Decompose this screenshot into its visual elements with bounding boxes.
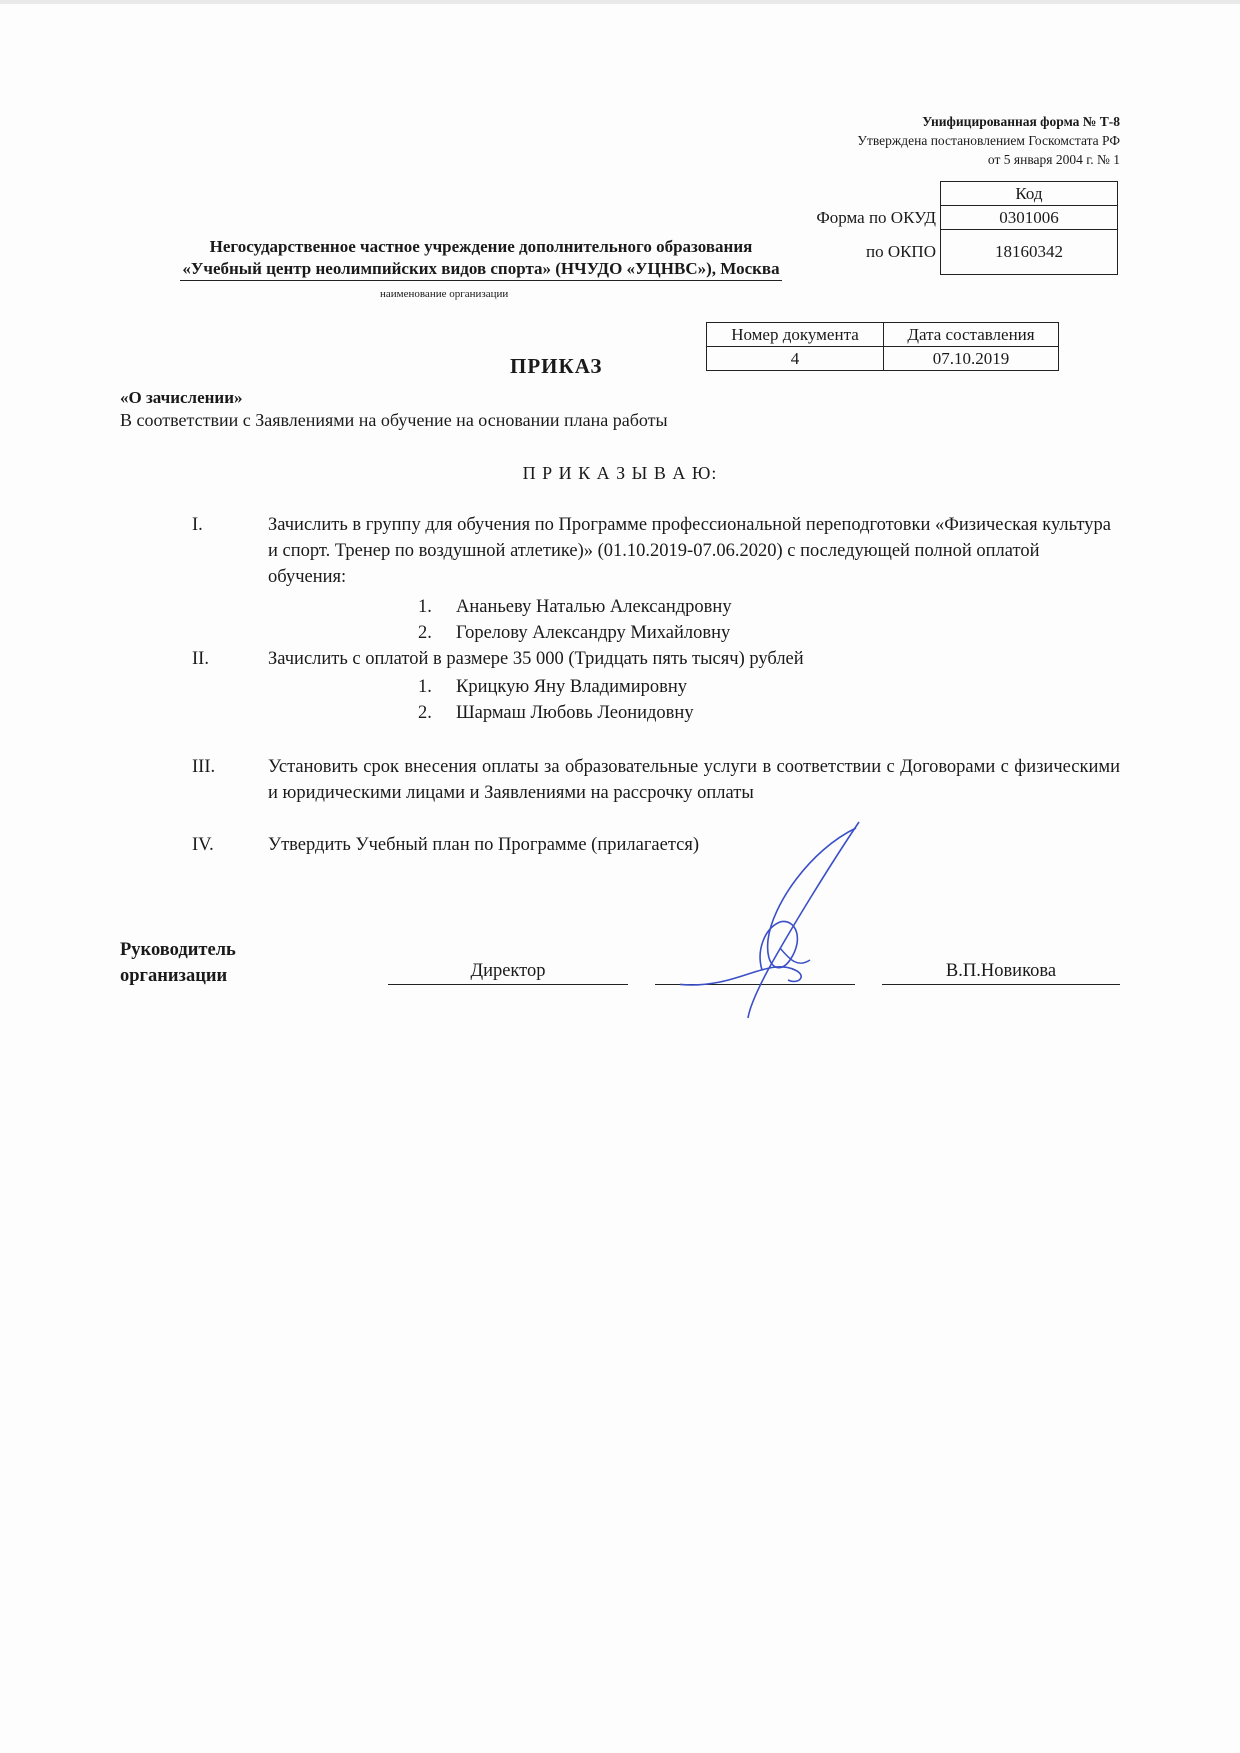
section-1 xyxy=(190,512,1120,590)
section-2-names xyxy=(418,674,694,726)
section-text: Зачислить с оплатой в размере 35 000 (Тридцать пять тысяч) рублей xyxy=(268,649,804,669)
signer-label: Руководитель организации xyxy=(120,940,236,986)
document-meta-table xyxy=(706,322,1059,371)
signer-name: В.П.Новикова xyxy=(945,961,1057,981)
person-name: Шармаш Любовь Леонидовну xyxy=(456,703,694,723)
section-number: I. xyxy=(192,515,203,535)
form-approval: Утверждена постановлением Госкомстата РФ xyxy=(857,133,1120,148)
person-name: Ананьеву Наталью Александровну xyxy=(456,597,732,617)
doc-date: 07.10.2019 xyxy=(884,347,1059,371)
list-item: 1. Ананьеву Наталью Александровну xyxy=(418,594,732,620)
section-number: II. xyxy=(192,649,209,669)
list-item: 1. Крицкую Яну Владимировну xyxy=(418,674,694,700)
organization-name xyxy=(118,236,844,281)
section-2 xyxy=(190,646,1120,672)
form-header xyxy=(857,112,1120,169)
okud-value: 0301006 xyxy=(941,206,1118,230)
person-name: Крицкую Яну Владимировну xyxy=(456,677,688,697)
section-4 xyxy=(190,832,1120,858)
okud-label: Форма по ОКУД xyxy=(816,207,936,227)
organization-line-2: «Учебный центр неолимпийских видов спорта» (НЧУДО «УЦНВС»), Москва xyxy=(180,258,781,281)
document-subject: «О зачислении» xyxy=(120,388,243,407)
doc-date-header: Дата составления xyxy=(884,323,1059,347)
order-word: П Р И К А З Ы В А Ю: xyxy=(522,463,718,483)
codes-header: Код xyxy=(941,182,1118,206)
list-item: 2. Шармаш Любовь Леонидовну xyxy=(418,700,694,726)
section-number: IV. xyxy=(192,835,214,855)
doc-number: 4 xyxy=(707,347,884,371)
section-number: III. xyxy=(192,757,216,777)
position-line xyxy=(388,984,628,985)
signature-stroke xyxy=(748,822,859,1018)
handwritten-signature xyxy=(680,810,880,1030)
okpo-label: по ОКПО xyxy=(865,242,936,261)
section-1-names xyxy=(418,594,732,646)
organization-caption: наименование организации xyxy=(380,288,509,300)
document-basis: В соответствии с Заявлениями на обучение на основании плана работы xyxy=(120,410,668,430)
scan-edge xyxy=(0,0,1240,4)
doc-number-header: Номер документа xyxy=(707,323,884,347)
person-name: Горелову Александру Михайловну xyxy=(456,623,731,643)
name-line xyxy=(882,984,1120,985)
signature-stroke xyxy=(680,967,801,985)
organization-line-1: Негосударственное частное учреждение дополнительного образования xyxy=(209,237,753,256)
section-3 xyxy=(190,754,1120,806)
form-approval-date: от 5 января 2004 г. № 1 xyxy=(987,152,1120,167)
list-item: 2. Горелову Александру Михайловну xyxy=(418,620,732,646)
okpo-value: 18160342 xyxy=(941,230,1118,275)
section-text: Установить срок внесения оплаты за образовательные услуги в соответствии с Договорами с физическими и юридическими лицами и Заявлениями на рассрочку оплаты xyxy=(268,757,1120,803)
signer-position: Директор xyxy=(470,961,546,981)
form-name: Унифицированная форма № Т-8 xyxy=(922,114,1120,129)
section-text: Утвердить Учебный план по Программе (прилагается) xyxy=(268,835,700,855)
section-text: Зачислить в группу для обучения по Программе профессиональной переподготовки «Физическая культура и спорт. Тренер по воздушной атлетике)» (01.10.2019-07.06.2020) с последующей полной оплатой обучения: xyxy=(268,515,1111,587)
document-title: ПРИКАЗ xyxy=(510,354,603,378)
